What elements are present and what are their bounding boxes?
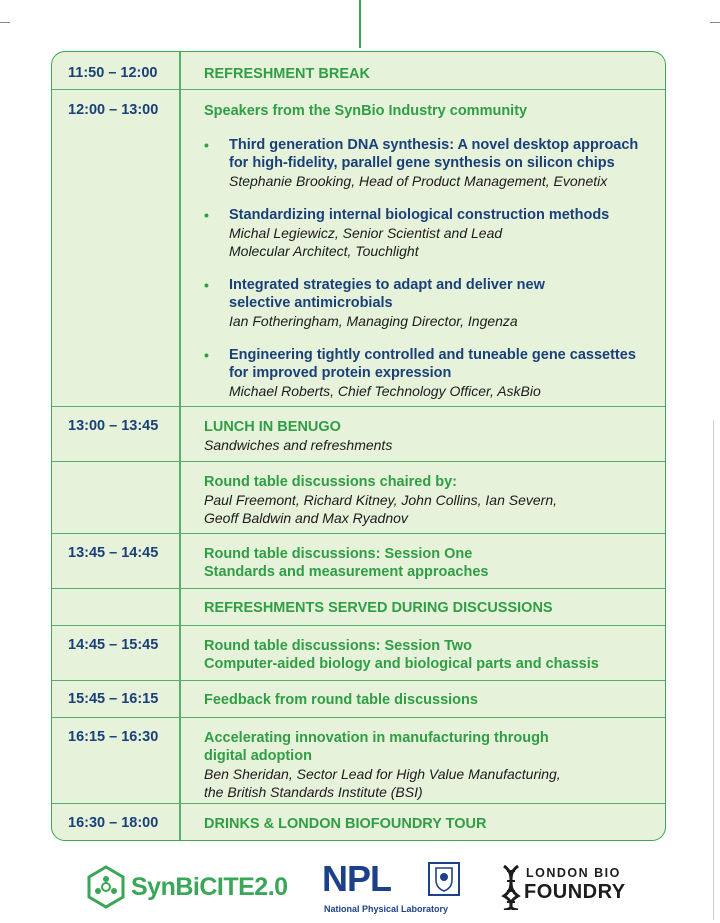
crop-mark-left [0, 22, 10, 23]
row-subtitle-line: Geoff Baldwin and Max Ryadnov [204, 510, 408, 526]
row-time: 11:50 – 12:00 [68, 65, 158, 81]
talk-speaker: Michael Roberts, Chief Technology Officer, AskBio [229, 383, 541, 399]
schedule-row-round-table-chairs [52, 461, 665, 533]
row-time: 14:45 – 15:45 [68, 637, 159, 653]
top-divider-line [359, 0, 361, 48]
row-title-line: Round table discussions: Session One [204, 546, 473, 562]
talk-item [204, 206, 655, 260]
talk-speaker: Stephanie Brooking, Head of Product Management, Evonetix [229, 173, 608, 189]
row-title: Round table discussions chaired by: [204, 474, 457, 490]
bullet-icon: • [204, 347, 209, 363]
page-edge-line [713, 420, 714, 920]
talk-title-line: selective antimicrobials [229, 295, 393, 311]
bullet-icon: • [204, 277, 209, 293]
synbicite-logo [86, 864, 288, 910]
bullet-icon: • [204, 207, 209, 223]
talk-title-line: Engineering tightly controlled and tuneable gene cassettes [229, 347, 636, 363]
lbf-logo-line2: FOUNDRY [524, 881, 626, 903]
talk-speaker: Molecular Architect, Touchlight [229, 243, 419, 259]
talk-speaker: Ian Fotheringham, Managing Director, Ingenza [229, 313, 518, 329]
schedule-row-accelerating-innovation [52, 717, 665, 803]
row-title: REFRESHMENT BREAK [204, 66, 370, 82]
talk-title-line: for high-fidelity, parallel gene synthesis on silicon chips [229, 155, 615, 171]
schedule-table [51, 51, 666, 841]
london-biofoundry-logo [500, 864, 640, 912]
row-title: REFRESHMENTS SERVED DURING DISCUSSIONS [204, 600, 553, 616]
npl-logo-subtitle: National Physical Laboratory [324, 904, 449, 914]
hexagon-molecule-icon [86, 865, 126, 909]
schedule-row-session-two [52, 625, 665, 680]
npl-logo-text: NPL [322, 858, 391, 899]
row-subtitle-line: the British Standards Institute (BSI) [204, 784, 423, 800]
bullet-icon: • [204, 137, 209, 153]
schedule-row-drinks-tour [52, 803, 665, 841]
row-title: Speakers from the SynBio Industry community [204, 103, 528, 119]
schedule-row-feedback [52, 680, 665, 717]
sponsor-logos [0, 852, 720, 923]
row-subtitle-line: Ben Sheridan, Sector Lead for High Value Manufacturing, [204, 766, 561, 782]
talk-speaker: Michal Legiewicz, Senior Scientist and Lead [229, 225, 503, 241]
row-subtitle: Sandwiches and refreshments [204, 437, 393, 453]
row-title-line: Computer-aided biology and biological parts and chassis [204, 656, 599, 672]
row-time: 16:15 – 16:30 [68, 729, 159, 745]
talk-title-line: for improved protein expression [229, 365, 452, 381]
lbf-logo-line1: LONDON BIO [526, 866, 621, 880]
row-title-line: digital adoption [204, 748, 312, 764]
npl-logo [322, 858, 467, 916]
schedule-row-refreshment-break [52, 52, 665, 89]
talk-title-line: Integrated strategies to adapt and deliver new [229, 277, 545, 293]
talk-item [204, 346, 655, 400]
talk-item [204, 276, 655, 330]
row-title: DRINKS & LONDON BIOFOUNDRY TOUR [204, 816, 487, 832]
crest-icon [428, 862, 460, 896]
talk-item [204, 136, 655, 190]
row-title-line: Accelerating innovation in manufacturing through [204, 730, 549, 746]
row-time: 15:45 – 16:15 [68, 691, 159, 707]
schedule-row-speakers [52, 89, 665, 406]
talk-title-line: Third generation DNA synthesis: A novel desktop approach [229, 137, 639, 153]
dna-helix-icon [500, 864, 522, 910]
row-time: 13:00 – 13:45 [68, 418, 159, 434]
row-title-line: Standards and measurement approaches [204, 564, 489, 580]
row-subtitle-line: Paul Freemont, Richard Kitney, John Collins, Ian Severn, [204, 492, 558, 508]
crop-mark-right [710, 22, 720, 23]
row-time: 13:45 – 14:45 [68, 545, 159, 561]
schedule-row-lunch [52, 406, 665, 461]
row-title-line: Round table discussions: Session Two [204, 638, 473, 654]
row-time: 12:00 – 13:00 [68, 102, 159, 118]
row-time: 16:30 – 18:00 [68, 815, 159, 831]
schedule-row-session-one [52, 533, 665, 588]
row-title: Feedback from round table discussions [204, 692, 478, 708]
row-title: LUNCH IN BENUGO [204, 419, 341, 435]
synbicite-logo-text: SynBiCITE2.0 [131, 872, 288, 901]
schedule-row-refreshments-served [52, 588, 665, 625]
talk-title-line: Standardizing internal biological construction methods [229, 207, 610, 223]
